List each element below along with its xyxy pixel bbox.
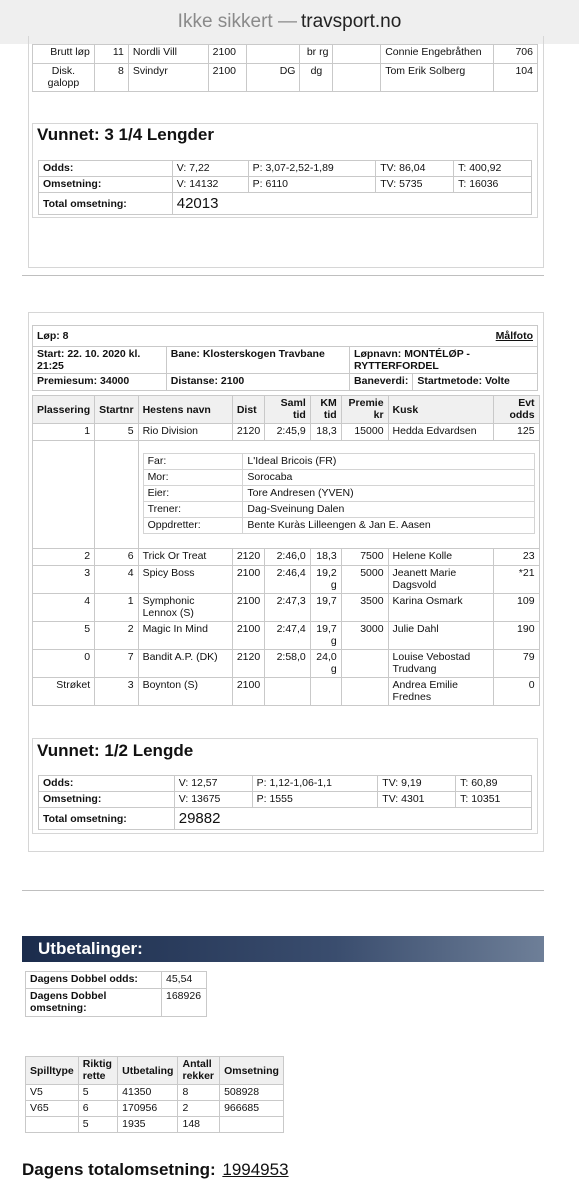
- vunnet-heading: Vunnet: 1/2 Lengde: [37, 741, 194, 760]
- table-row: Odds: V: 7,22 P: 3,07-2,52-1,89 TV: 86,04 T: 400,92: [39, 161, 532, 177]
- spilltype-table: [25, 1056, 284, 1133]
- detail-row: Far: L'Ideal Bricois (FR): [143, 454, 534, 470]
- divider: [22, 890, 544, 891]
- table-row: Omsetning: V: 14132 P: 6110 TV: 5735 T: 16036: [39, 177, 532, 193]
- total-value: 1994953: [222, 1160, 289, 1179]
- race-info-table: [32, 325, 538, 391]
- table-row: Start: 22. 10. 2020 kl. 21:25 Bane: Klosterskogen Travbane Løpnavn: MONTÉLØP - RYTTERFORDEL: [33, 347, 538, 374]
- table-row: Dagens Dobbel odds: 45,54: [26, 972, 207, 989]
- prev-odds-table: [38, 160, 532, 215]
- results-header-row: Plassering Startnr Hestens navn Dist Saml tid KM tid Premie kr Kusk Evt odds: [33, 396, 540, 424]
- detail-row: Mor: Sorocaba: [143, 470, 534, 486]
- table-row: 4 1 Symphonic Lennox (S) 2100 2:47,3 19,7 3500 Karina Osmark 109: [33, 594, 540, 622]
- table-row: Premiesum: 34000 Distanse: 2100 Baneverdi: Startmetode: Volte: [33, 374, 538, 391]
- race-number: Løp: 8: [33, 326, 413, 347]
- odds-table: [38, 775, 532, 830]
- table-row: Strøket 3 Boynton (S) 2100 Andrea Emilie Frednes 0: [33, 678, 540, 706]
- table-row: Total omsetning: 42013: [39, 193, 532, 215]
- table-row: Disk. galopp 8 Svindyr 2100 DG dg Tom Erik Solberg 104: [33, 64, 538, 92]
- table-row: V5 5 41350 8 508928: [26, 1085, 284, 1101]
- table-row: 5 2 Magic In Mind 2100 2:47,4 19,7 g 3000 Julie Dahl 190: [33, 622, 540, 650]
- table-row: 2 6 Trick Or Treat 2120 2:46,0 18,3 7500 Helene Kolle 23: [33, 549, 540, 566]
- table-row: Total omsetning: 29882: [39, 808, 532, 830]
- table-row: 0 7 Bandit A.P. (DK) 2120 2:58,0 24,0 g Louise Vebostad Trudvang 79: [33, 650, 540, 678]
- table-row: 3 4 Spicy Boss 2100 2:46,4 19,2 g 5000 Jeanett Marie Dagsvold *21: [33, 566, 540, 594]
- divider: [22, 275, 544, 276]
- domain-label: travsport.no: [300, 11, 402, 32]
- dagens-dobbel-table: [25, 971, 207, 1017]
- utbetalinger-banner: Utbetalinger:: [22, 936, 544, 962]
- malfoto-link[interactable]: Målfoto: [495, 330, 533, 342]
- security-label: Ikke sikkert —: [177, 11, 297, 32]
- detail-row: Oppdretter: Bente Kuràs Lilleengen & Jan E. Aasen: [143, 518, 534, 534]
- table-row: Dagens Dobbel omsetning: 168926: [26, 989, 207, 1017]
- table-header-row: Spilltype Riktig rette Utbetaling Antall rekker Omsetning: [26, 1057, 284, 1085]
- winner-details-row: [33, 441, 540, 549]
- table-row: [33, 326, 538, 347]
- table-row: Odds: V: 12,57 P: 1,12-1,06-1,1 TV: 9,19 T: 60,89: [39, 776, 532, 792]
- results-table: [32, 395, 540, 706]
- table-row: 5 1935 148: [26, 1117, 284, 1133]
- detail-row: Eier: Tore Andresen (YVEN): [143, 486, 534, 502]
- table-row: Omsetning: V: 13675 P: 1555 TV: 4301 T: 10351: [39, 792, 532, 808]
- detail-row: Trener: Dag-Sveinung Dalen: [143, 502, 534, 518]
- prev-vunnet-heading: Vunnet: 3 1/4 Lengder: [37, 125, 214, 144]
- dagens-totalomsetning: [22, 1160, 289, 1180]
- prev-race-table: [32, 44, 538, 92]
- total-label: Dagens totalomsetning:: [22, 1160, 216, 1179]
- winner-details-table: [143, 453, 535, 534]
- table-row: V65 6 170956 2 966685: [26, 1101, 284, 1117]
- table-row: 1 5 Rio Division 2120 2:45,9 18,3 15000 Hedda Edvardsen 125: [33, 424, 540, 441]
- table-row: Brutt løp 11 Nordli Vill 2100 br rg Connie Engebråthen 706: [33, 45, 538, 64]
